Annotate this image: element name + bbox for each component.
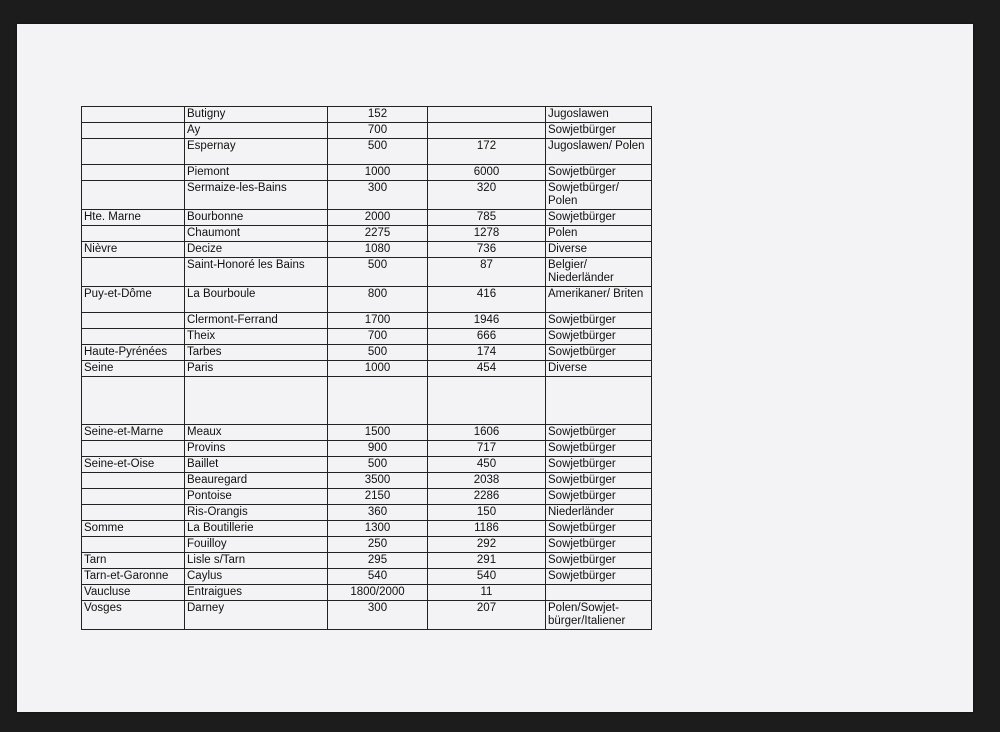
place-cell: Fouilloy — [185, 537, 328, 553]
table-row — [82, 425, 652, 441]
place-cell: Saint-Honoré les Bains — [185, 258, 328, 287]
table-row — [82, 361, 652, 377]
table-row — [82, 553, 652, 569]
place-cell: Entraigues — [185, 585, 328, 601]
nationality-cell: Sowjetbürger — [546, 329, 652, 345]
table-row — [82, 473, 652, 489]
count-actual-cell: 717 — [428, 441, 546, 457]
count-planned-cell: 250 — [328, 537, 428, 553]
place-cell: Ris-Orangis — [185, 505, 328, 521]
department-cell: Vaucluse — [82, 585, 185, 601]
table-row — [82, 521, 652, 537]
table-row — [82, 313, 652, 329]
table-row — [82, 165, 652, 181]
department-cell: Puy-et-Dôme — [82, 287, 185, 313]
count-planned-cell: 152 — [328, 107, 428, 123]
count-actual-cell: 292 — [428, 537, 546, 553]
nationality-cell: Diverse — [546, 242, 652, 258]
table-row — [82, 242, 652, 258]
place-cell: Lisle s/Tarn — [185, 553, 328, 569]
table-row — [82, 181, 652, 210]
place-cell: Decize — [185, 242, 328, 258]
count-actual-cell: 291 — [428, 553, 546, 569]
nationality-cell: Diverse — [546, 361, 652, 377]
table-row — [82, 139, 652, 165]
count-actual-cell: 2286 — [428, 489, 546, 505]
count-actual-cell: 540 — [428, 569, 546, 585]
count-planned-cell: 700 — [328, 329, 428, 345]
place-cell: Baillet — [185, 457, 328, 473]
nationality-cell: Sowjetbürger — [546, 521, 652, 537]
table-row — [82, 537, 652, 553]
place-cell: Bourbonne — [185, 210, 328, 226]
count-planned-cell: 2000 — [328, 210, 428, 226]
count-planned-cell: 1000 — [328, 165, 428, 181]
department-cell: Hte. Marne — [82, 210, 185, 226]
department-cell: Nièvre — [82, 242, 185, 258]
count-planned-cell: 1500 — [328, 425, 428, 441]
table-row — [82, 489, 652, 505]
count-planned-cell: 300 — [328, 601, 428, 630]
department-cell — [82, 377, 185, 425]
count-planned-cell: 1000 — [328, 361, 428, 377]
nationality-cell — [546, 585, 652, 601]
nationality-cell: Sowjetbürger — [546, 210, 652, 226]
count-actual-cell: 736 — [428, 242, 546, 258]
place-cell: Piemont — [185, 165, 328, 181]
place-cell: La Boutillerie — [185, 521, 328, 537]
count-planned-cell: 3500 — [328, 473, 428, 489]
place-cell: Butigny — [185, 107, 328, 123]
department-cell — [82, 258, 185, 287]
count-planned-cell: 900 — [328, 441, 428, 457]
place-cell: Theix — [185, 329, 328, 345]
department-cell: Seine-et-Marne — [82, 425, 185, 441]
department-cell: Seine-et-Oise — [82, 457, 185, 473]
count-planned-cell: 500 — [328, 457, 428, 473]
place-cell: La Bourboule — [185, 287, 328, 313]
department-cell — [82, 313, 185, 329]
table-row — [82, 601, 652, 630]
nationality-cell: Jugoslawen/ Polen — [546, 139, 652, 165]
nationality-cell: Sowjetbürger — [546, 425, 652, 441]
count-actual-cell: 150 — [428, 505, 546, 521]
department-cell — [82, 505, 185, 521]
count-planned-cell: 540 — [328, 569, 428, 585]
place-cell — [185, 377, 328, 425]
department-cell — [82, 537, 185, 553]
table-row — [82, 329, 652, 345]
nationality-cell: Sowjetbürger/ Polen — [546, 181, 652, 210]
department-cell — [82, 165, 185, 181]
nationality-cell: Sowjetbürger — [546, 553, 652, 569]
count-actual-cell: 87 — [428, 258, 546, 287]
department-cell: Haute-Pyrénées — [82, 345, 185, 361]
department-cell — [82, 441, 185, 457]
count-actual-cell — [428, 107, 546, 123]
table-row — [82, 226, 652, 242]
count-planned-cell: 295 — [328, 553, 428, 569]
nationality-cell: Sowjetbürger — [546, 489, 652, 505]
department-cell — [82, 107, 185, 123]
camp-table-body — [82, 107, 652, 630]
count-planned-cell: 300 — [328, 181, 428, 210]
count-actual-cell: 1606 — [428, 425, 546, 441]
table-row — [82, 107, 652, 123]
department-cell: Tarn — [82, 553, 185, 569]
count-actual-cell: 1186 — [428, 521, 546, 537]
place-cell: Beauregard — [185, 473, 328, 489]
count-planned-cell: 500 — [328, 258, 428, 287]
place-cell: Ay — [185, 123, 328, 139]
count-actual-cell: 450 — [428, 457, 546, 473]
camp-table — [81, 106, 652, 630]
count-actual-cell: 11 — [428, 585, 546, 601]
nationality-cell: Polen/Sowjet- bürger/Italiener — [546, 601, 652, 630]
table-row — [82, 441, 652, 457]
nationality-cell: Sowjetbürger — [546, 345, 652, 361]
place-cell: Pontoise — [185, 489, 328, 505]
table-row — [82, 210, 652, 226]
table-row — [82, 123, 652, 139]
table-row — [82, 377, 652, 425]
department-cell — [82, 473, 185, 489]
table-row — [82, 287, 652, 313]
count-actual-cell: 174 — [428, 345, 546, 361]
table-row — [82, 345, 652, 361]
nationality-cell: Sowjetbürger — [546, 441, 652, 457]
count-planned-cell: 1300 — [328, 521, 428, 537]
count-actual-cell: 2038 — [428, 473, 546, 489]
nationality-cell: Sowjetbürger — [546, 537, 652, 553]
department-cell — [82, 181, 185, 210]
nationality-cell: Sowjetbürger — [546, 457, 652, 473]
table-row — [82, 457, 652, 473]
table-row — [82, 258, 652, 287]
nationality-cell: Polen — [546, 226, 652, 242]
nationality-cell: Sowjetbürger — [546, 123, 652, 139]
nationality-cell: Sowjetbürger — [546, 569, 652, 585]
count-planned-cell: 2275 — [328, 226, 428, 242]
place-cell: Darney — [185, 601, 328, 630]
department-cell — [82, 329, 185, 345]
count-planned-cell: 360 — [328, 505, 428, 521]
department-cell — [82, 226, 185, 242]
place-cell: Clermont-Ferrand — [185, 313, 328, 329]
count-actual-cell: 6000 — [428, 165, 546, 181]
count-actual-cell: 1946 — [428, 313, 546, 329]
department-cell: Tarn-et-Garonne — [82, 569, 185, 585]
count-actual-cell: 666 — [428, 329, 546, 345]
nationality-cell: Niederländer — [546, 505, 652, 521]
nationality-cell: Sowjetbürger — [546, 473, 652, 489]
count-actual-cell: 416 — [428, 287, 546, 313]
count-actual-cell — [428, 123, 546, 139]
place-cell: Sermaize-les-Bains — [185, 181, 328, 210]
count-actual-cell: 1278 — [428, 226, 546, 242]
place-cell: Paris — [185, 361, 328, 377]
department-cell: Vosges — [82, 601, 185, 630]
department-cell: Seine — [82, 361, 185, 377]
count-planned-cell — [328, 377, 428, 425]
department-cell — [82, 489, 185, 505]
nationality-cell: Sowjetbürger — [546, 313, 652, 329]
count-planned-cell: 1800/2000 — [328, 585, 428, 601]
table-row — [82, 569, 652, 585]
place-cell: Chaumont — [185, 226, 328, 242]
count-planned-cell: 2150 — [328, 489, 428, 505]
count-planned-cell: 700 — [328, 123, 428, 139]
count-actual-cell: 207 — [428, 601, 546, 630]
count-actual-cell: 454 — [428, 361, 546, 377]
nationality-cell — [546, 377, 652, 425]
nationality-cell: Amerikaner/ Briten — [546, 287, 652, 313]
department-cell: Somme — [82, 521, 185, 537]
place-cell: Provins — [185, 441, 328, 457]
count-planned-cell: 1080 — [328, 242, 428, 258]
table-row — [82, 585, 652, 601]
count-planned-cell: 1700 — [328, 313, 428, 329]
table-row — [82, 505, 652, 521]
count-actual-cell: 785 — [428, 210, 546, 226]
count-actual-cell — [428, 377, 546, 425]
place-cell: Tarbes — [185, 345, 328, 361]
nationality-cell: Belgier/ Niederländer — [546, 258, 652, 287]
count-planned-cell: 800 — [328, 287, 428, 313]
count-actual-cell: 172 — [428, 139, 546, 165]
department-cell — [82, 123, 185, 139]
nationality-cell: Sowjetbürger — [546, 165, 652, 181]
nationality-cell: Jugoslawen — [546, 107, 652, 123]
department-cell — [82, 139, 185, 165]
count-actual-cell: 320 — [428, 181, 546, 210]
place-cell: Espernay — [185, 139, 328, 165]
count-planned-cell: 500 — [328, 139, 428, 165]
place-cell: Caylus — [185, 569, 328, 585]
place-cell: Meaux — [185, 425, 328, 441]
count-planned-cell: 500 — [328, 345, 428, 361]
